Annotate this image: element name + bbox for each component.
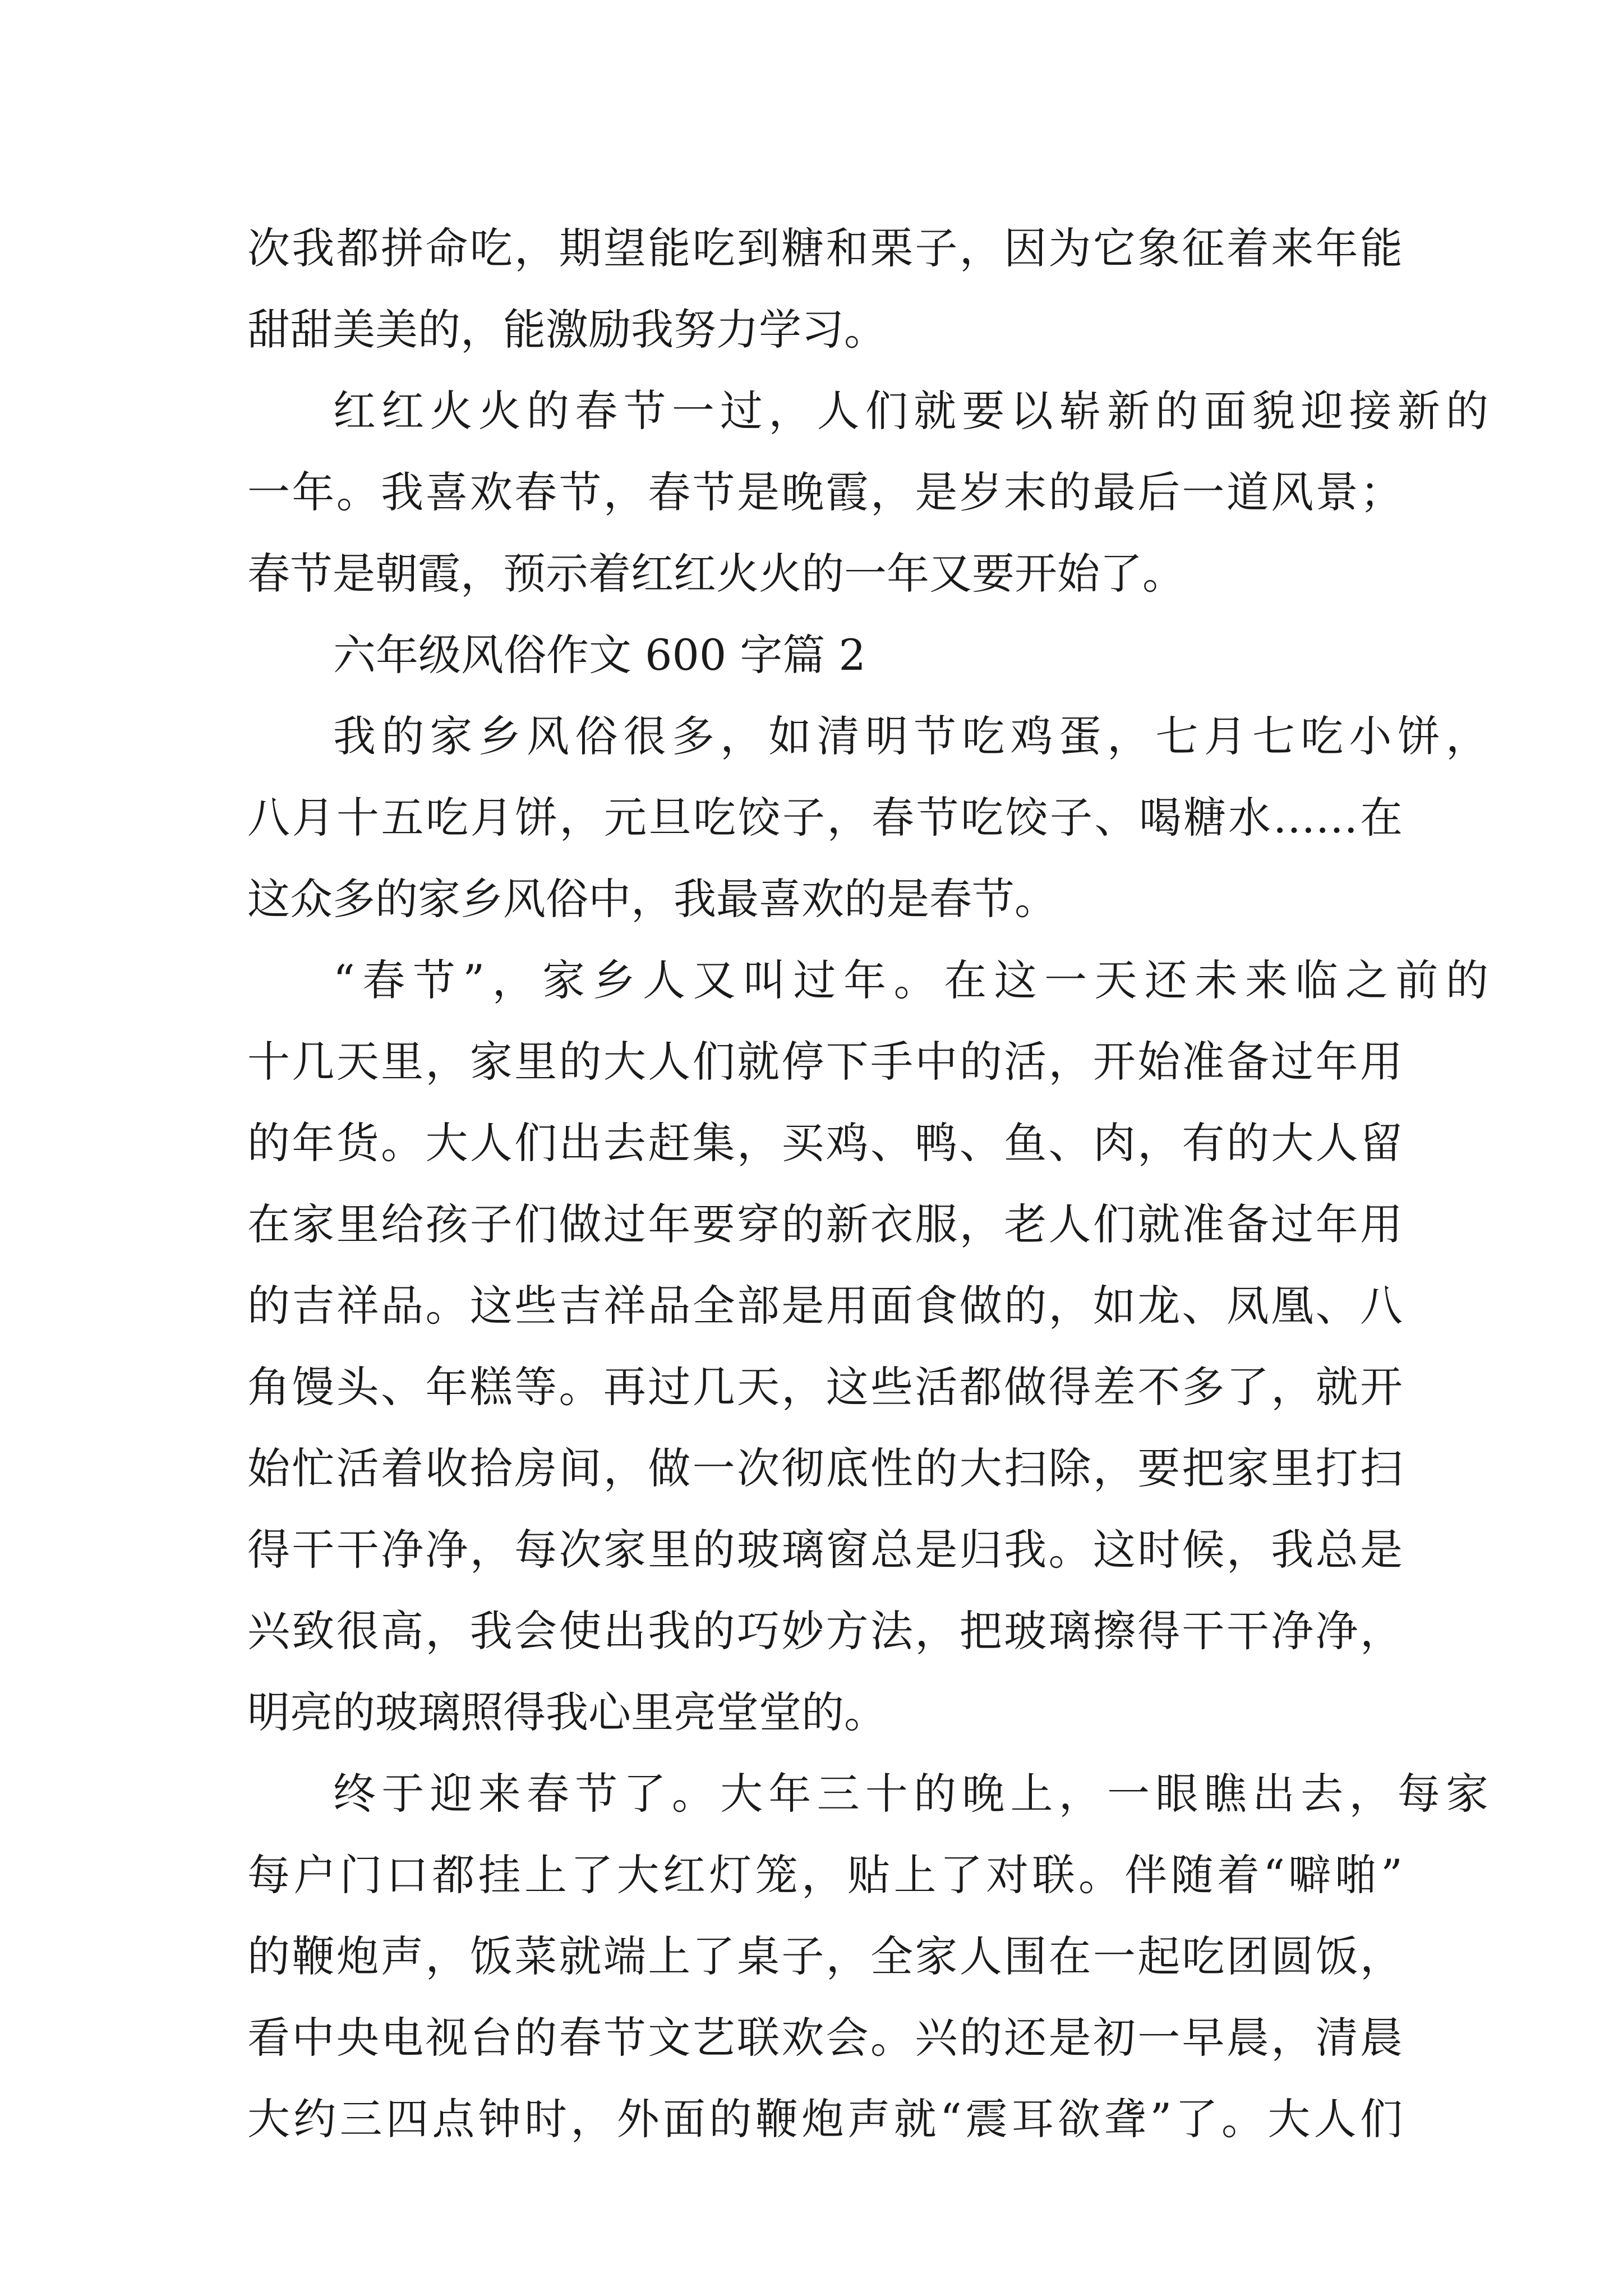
text-line: 红红火火的春节一过，人们就要以崭新的面貌迎接新的 (333, 386, 1488, 436)
text-line: 始忙活着收拾房间，做一次彻底性的大扫除，要把家里打扫 (247, 1443, 1403, 1493)
text-line: “春节”，家乡人又叫过年。在这一天还未来临之前的 (333, 955, 1488, 1005)
text-line: 看中央电视台的春节文艺联欢会。兴的还是初一早晨，清晨 (247, 2013, 1403, 2063)
text-line: 我的家乡风俗很多，如清明节吃鸡蛋，七月七吃小饼， (333, 711, 1488, 761)
text-line: 这众多的家乡风俗中，我最喜欢的是春节。 (247, 874, 1057, 924)
text-line: 角馒头、年糕等。再过几天，这些活都做得差不多了，就开 (247, 1362, 1403, 1412)
text-line: 的年货。大人们出去赶集，买鸡、鸭、鱼、肉，有的大人留 (247, 1118, 1403, 1168)
text-line: 甜甜美美的，能激励我努力学习。 (247, 305, 887, 355)
section-heading: 六年级风俗作文 600 字篇 2 (333, 630, 866, 680)
text-line: 八月十五吃月饼，元旦吃饺子，春节吃饺子、喝糖水……在 (247, 793, 1403, 843)
text-line: 每户门口都挂上了大红灯笼，贴上了对联。伴随着“噼啪” (247, 1850, 1403, 1900)
text-line: 一年。我喜欢春节，春节是晚霞，是岁末的最后一道风景； (247, 467, 1403, 517)
text-line: 终于迎来春节了。大年三十的晚上，一眼瞧出去，每家 (333, 1769, 1488, 1819)
text-line: 在家里给孩子们做过年要穿的新衣服，老人们就准备过年用 (247, 1199, 1403, 1249)
text-line: 十几天里，家里的大人们就停下手中的活，开始准备过年用 (247, 1037, 1403, 1087)
text-line: 春节是朝霞，预示着红红火火的一年又要开始了。 (247, 549, 1185, 599)
text-line: 得干干净净，每次家里的玻璃窗总是归我。这时候，我总是 (247, 1525, 1403, 1575)
text-line: 的吉祥品。这些吉祥品全部是用面食做的，如龙、凤凰、八 (247, 1281, 1403, 1331)
text-line: 大约三四点钟时，外面的鞭炮声就“震耳欲聋”了。大人们 (247, 2094, 1403, 2144)
text-line: 兴致很高，我会使出我的巧妙方法，把玻璃擦得干干净净， (247, 1606, 1403, 1656)
text-line: 明亮的玻璃照得我心里亮堂堂的。 (247, 1687, 887, 1737)
text-line: 次我都拼命吃，期望能吃到糖和栗子，因为它象征着来年能 (247, 223, 1403, 273)
text-line: 的鞭炮声，饭菜就端上了桌子，全家人围在一起吃团圆饭， (247, 1931, 1403, 1981)
